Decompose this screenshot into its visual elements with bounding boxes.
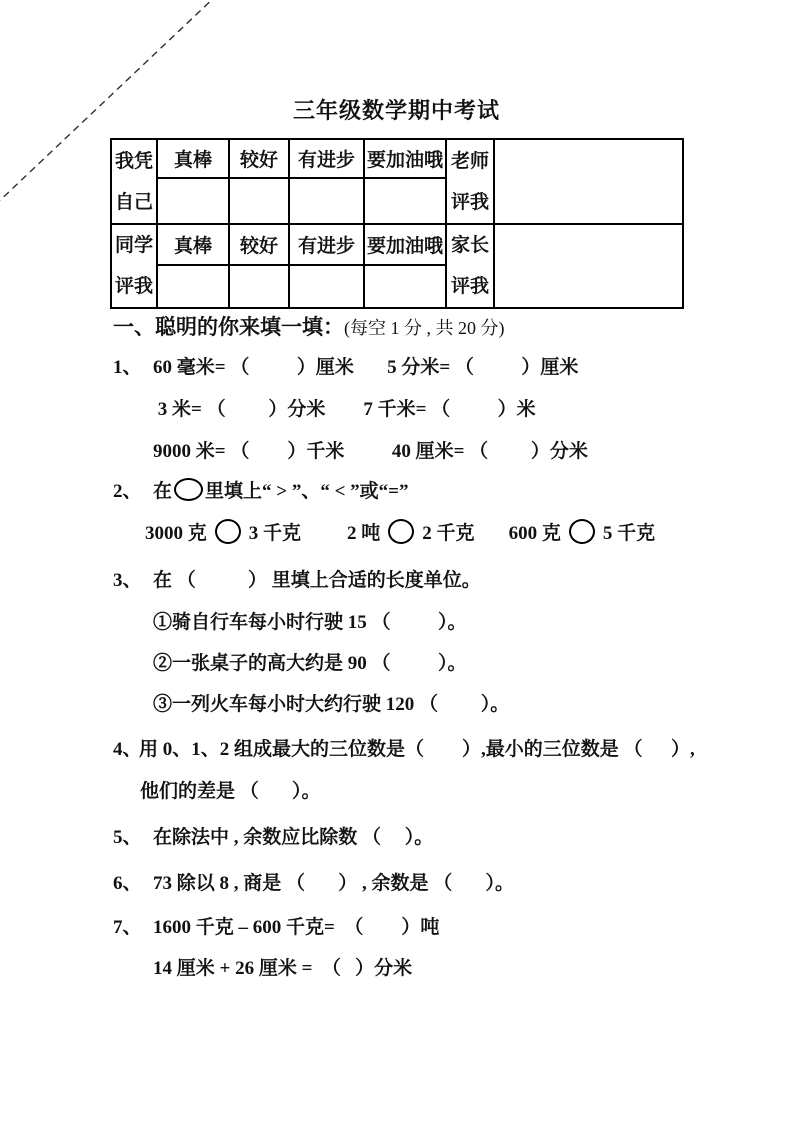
subitem-text: ①骑自行车每小时行驶 15 （ ）。 <box>153 612 467 633</box>
option-blank-cell <box>157 178 229 224</box>
question-text: 在 （ ） 里填上合适的长度单位。 <box>153 570 481 591</box>
question-number: 2、 <box>113 481 142 502</box>
option-cell-effort: 要加油哦 <box>364 224 446 265</box>
comparison-right: 5 千克 <box>602 523 656 544</box>
question-line <box>113 771 763 813</box>
question-line <box>113 471 763 513</box>
option-cell-good: 较好 <box>229 224 289 265</box>
question-line <box>113 817 763 859</box>
question-subitem <box>113 643 763 684</box>
question-line <box>113 729 763 771</box>
parent-comment-cell <box>494 224 683 308</box>
comparison-right: 3 千克 <box>248 523 302 544</box>
blank-circle <box>569 519 595 544</box>
question-text: 73 除以 8 , 商是 （ ） , 余数是 （ ）。 <box>153 873 515 894</box>
teacher-eval-label <box>446 139 494 224</box>
question-6 <box>113 863 763 905</box>
question-text: 9000 米= （ ）千米 40 厘米= （ ）分米 <box>153 441 588 462</box>
option-cell-effort: 要加油哦 <box>364 139 446 178</box>
option-cell-excellent: 真棒 <box>157 139 229 178</box>
option-cell-progress: 有进步 <box>289 139 364 178</box>
section-heading <box>113 309 763 348</box>
question-line <box>113 431 763 473</box>
option-blank-cell <box>364 265 446 308</box>
question-text: 用 0、1、2 组成最大的三位数是（ ）,最小的三位数是 （ ）, <box>139 739 695 760</box>
option-cell-good: 较好 <box>229 139 289 178</box>
section-heading-text: 一、聪明的你来填一填： <box>113 315 344 339</box>
option-cell-progress: 有进步 <box>289 224 364 265</box>
question-text: 14 厘米 + 26 厘米 = （ ）分米 <box>153 958 413 979</box>
parent-eval-label-line1: 家长 <box>450 235 489 256</box>
question-3 <box>113 560 763 725</box>
page-title: 三年级数学期中考试 <box>292 98 500 123</box>
question-number: 3、 <box>113 570 142 591</box>
question-line <box>113 389 763 431</box>
peer-eval-label-line1: 同学 <box>114 235 153 256</box>
option-blank-cell <box>229 178 289 224</box>
section-score-note: (每空 1 分 , 共 20 分) <box>344 318 505 338</box>
comparison-left: 3000 克 <box>145 523 207 544</box>
parent-eval-label-line2: 评我 <box>450 276 489 297</box>
question-text: 3 米= （ ）分米 7 千米= （ ）米 <box>153 399 536 420</box>
evaluation-table <box>110 138 684 309</box>
peer-eval-label <box>111 224 157 308</box>
teacher-comment-cell <box>494 139 683 224</box>
blank-circle <box>388 519 414 544</box>
question-subitem <box>113 684 763 725</box>
question-number: 1、 <box>113 357 142 378</box>
question-number: 4、 <box>113 739 142 760</box>
question-5 <box>113 817 763 859</box>
option-blank-cell <box>364 178 446 224</box>
intro-text-after: 里填上“ > ”、“ < ”或“=” <box>205 481 409 502</box>
subitem-text: ③一列火车每小时大约行驶 120 （ ）。 <box>153 694 510 715</box>
question-line <box>113 560 763 602</box>
question-line <box>113 347 763 389</box>
question-2 <box>113 471 763 555</box>
intro-text-before: 在 <box>153 481 173 502</box>
comparison-left: 600 克 <box>508 523 561 544</box>
option-blank-cell <box>229 265 289 308</box>
comparison-right: 2 千克 <box>422 523 475 544</box>
self-eval-label <box>111 139 157 224</box>
question-text: 1600 千克 – 600 千克= （ ）吨 <box>153 917 440 938</box>
option-blank-cell <box>157 265 229 308</box>
blank-circle <box>174 478 203 501</box>
comparison-item <box>509 513 656 555</box>
question-7 <box>113 907 763 989</box>
question-number: 5、 <box>113 827 142 848</box>
option-blank-cell <box>289 178 364 224</box>
question-line <box>113 948 763 989</box>
blank-circle <box>215 519 241 544</box>
question-line <box>113 907 763 948</box>
question-4 <box>113 729 763 813</box>
self-eval-label-line1: 我凭 <box>114 150 153 172</box>
question-text: 60 毫米= （ ）厘米 5 分米= （ ）厘米 <box>153 357 579 378</box>
teacher-eval-label-line1: 老师 <box>450 150 489 172</box>
question-number: 6、 <box>113 873 142 894</box>
comparison-left: 2 吨 <box>347 523 381 544</box>
question-line <box>113 513 763 555</box>
question-text <box>153 471 409 513</box>
question-subitem <box>113 602 763 643</box>
option-blank-cell <box>289 265 364 308</box>
self-eval-label-line2: 自己 <box>114 191 153 213</box>
subitem-text: ②一张桌子的高大约是 90 （ ）。 <box>153 653 467 674</box>
teacher-eval-label-line2: 评我 <box>450 191 489 213</box>
parent-eval-label <box>446 224 494 308</box>
question-text: 他们的差是 （ ）。 <box>140 781 321 802</box>
comparison-item <box>145 513 301 555</box>
comparison-item <box>347 513 475 555</box>
question-line <box>113 863 763 905</box>
question-text: 在除法中 , 余数应比除数 （ ）。 <box>153 827 434 848</box>
option-cell-excellent: 真棒 <box>157 224 229 265</box>
question-1 <box>113 347 763 473</box>
peer-eval-label-line2: 评我 <box>114 276 153 297</box>
question-number: 7、 <box>113 917 142 938</box>
